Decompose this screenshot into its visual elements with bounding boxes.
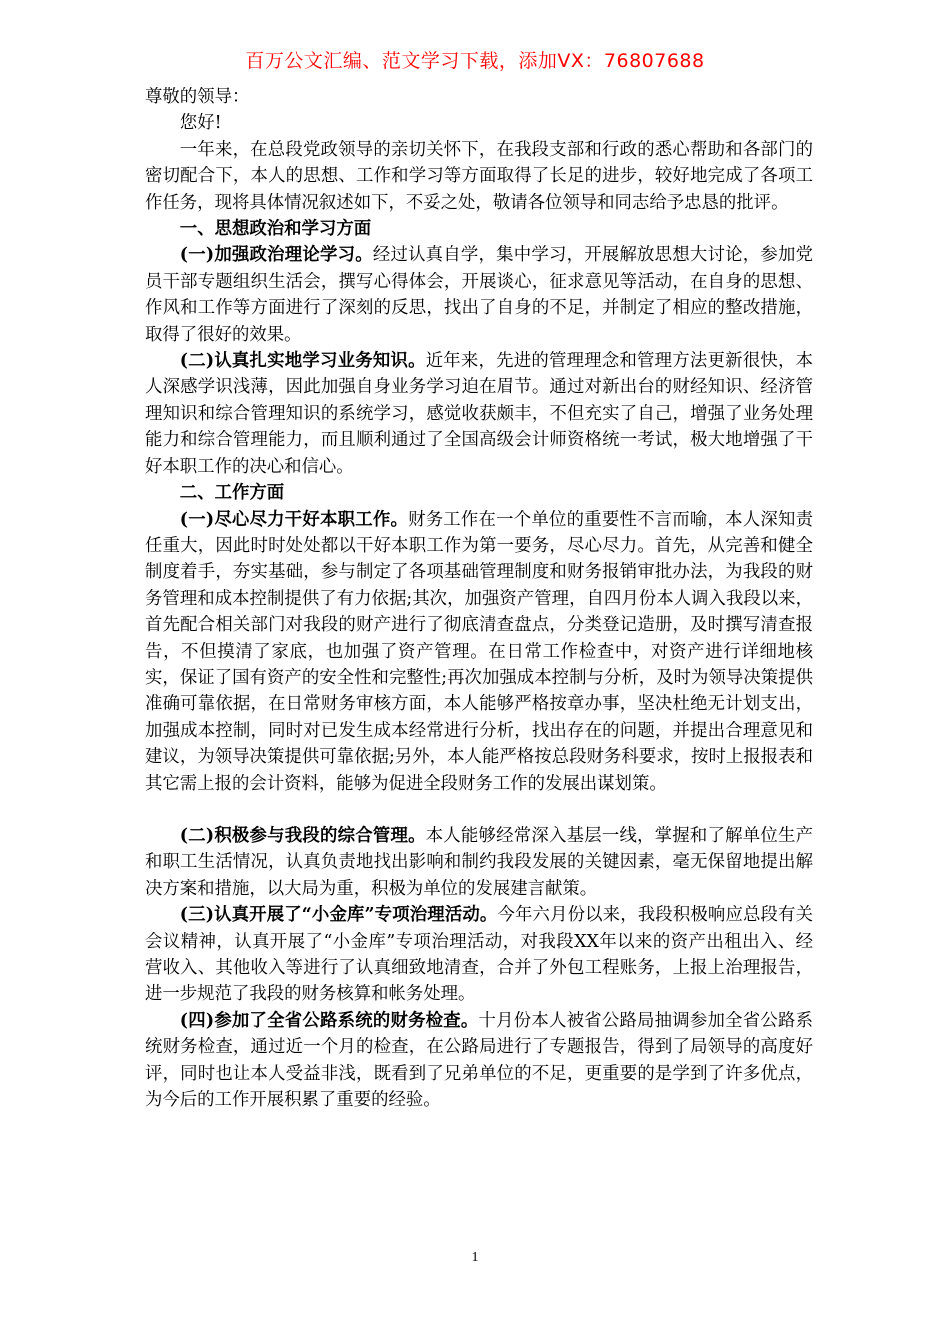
document-body [145, 84, 813, 1113]
section-heading-2: 二、工作方面 [179, 483, 285, 504]
page-number: 1 [471, 1250, 479, 1265]
paragraph-text: 本人能够经常深入基层一线，掌握和了解单位生产和职工生活情况，认真负责地找出影响和制约我段发展的关键因素，毫无保留地提出解决方案和措施，以大局为重，积极为单位的发展建言献策。 [145, 825, 813, 899]
salutation: 尊敬的领导： [145, 87, 250, 107]
paragraph-political-theory [145, 242, 813, 348]
paragraph-text: 经过认真自学，集中学习，开展解放思想大讨论，参加党员干部专题组织生活会，撰写心得体会，开展谈心，征求意见等活动，在自身的思想、作风和工作等方面进行了深刻的反思，找出了自身的不足，并制定了相应的整改措施，取得了很好的效果。 [145, 245, 813, 345]
paragraph-financial-inspection [145, 1008, 813, 1114]
paragraph-text: 十月份本人被省公路局抽调参加全省公路系统财务检查，通过近一个月的检查，在公路局进行了专题报告，得到了局领导的高度好评，同时也让本人受益非浅，既看到了兄弟单位的不足，更重要的是学到了许多优点，为今后的工作开展积累了重要的经验。 [145, 1010, 813, 1111]
paragraph-comprehensive-management [145, 823, 813, 902]
section-heading-1: 一、思想政治和学习方面 [179, 219, 372, 240]
header-banner: 百万公文汇编、范文学习下载，添加VX：76807688 [245, 50, 705, 72]
paragraph-lead: (四)参加了全省公路系统的财务检查。 [179, 1010, 479, 1031]
paragraph-lead: (一)加强政治理论学习。 [179, 245, 373, 266]
paragraph-business-knowledge [145, 348, 813, 480]
paragraph-core-work [145, 507, 813, 797]
paragraph-text: 今年六月份以来，我段积极响应总段有关会议精神，认真开展了“小金库”专项治理活动，对我段XX年以来的资产出租出入、经营收入、其他收入等进行了认真细致地清查，合并了外包工程账务，上报上治理报告，进一步规范了我段的财务核算和帐务处理。 [145, 905, 813, 1005]
paragraph-lead: (一)尽心尽力干好本职工作。 [179, 509, 409, 530]
paragraph-lead: (二)认真扎实地学习业务知识。 [179, 351, 426, 372]
paragraph-spacer [145, 797, 813, 823]
paragraph-small-treasury [145, 902, 813, 1008]
paragraph-text: 近年来，先进的管理理念和管理方法更新很快，本人深感学识浅薄，因此加强自身业务学习迫在眉节。通过对新出台的财经知识、经济管理知识和综合管理知识的系统学习，感觉收获颇丰，不但充实了自己，增强了业务处理能力和综合管理能力，而且顺利通过了全国高级会计师资格统一考试，极大地增强了干好本职工作的决心和信心。 [145, 351, 813, 477]
paragraph-text: 财务工作在一个单位的重要性不言而喻，本人深知责任重大，因此时时处处都以干好本职工作为第一要务，尽心尽力。首先，从完善和健全制度着手，夯实基础，参与制定了各项基础管理制度和财务报销审批办法，为我段的财务管理和成本控制提供了有力依据;其次，加强资产管理，自四月份本人调入我段以来，首先配合相关部门对我段的财产进行了彻底清查盘点，分类登记造册，及时撰写清查报告，不但摸清了家底，也加强了资产管理。在日常工作检查中，对资产进行详细地核实，保证了国有资产的安全性和完整性;再次加强成本控制与分析，及时为领导决策提供准确可靠依据，在日常财务审核方面，本人能够严格按章办事，坚决杜绝无计划支出，加强成本控制，同时对已发生成本经常进行分析，找出存在的问题，并提出合理意见和建议，为领导决策提供可靠依据;另外，本人能严格按总段财务科要求，按时上报报表和其它需上报的会计资料，能够为促进全段财务工作的发展出谋划策。 [145, 509, 813, 794]
paragraph-lead: (二)积极参与我段的综合管理。 [179, 825, 426, 846]
paragraph-lead: (三)认真开展了“小金库”专项治理活动。 [179, 905, 498, 926]
greeting: 您好! [179, 113, 222, 134]
intro-paragraph: 一年来，在总段党政领导的亲切关怀下，在我段支部和行政的悉心帮助和各部门的密切配合下，本人的思想、工作和学习等方面取得了长足的进步，较好地完成了各项工作任务，现将具体情况叙述如下，不妥之处，敬请各位领导和同志给予忠恳的批评。 [145, 139, 813, 213]
